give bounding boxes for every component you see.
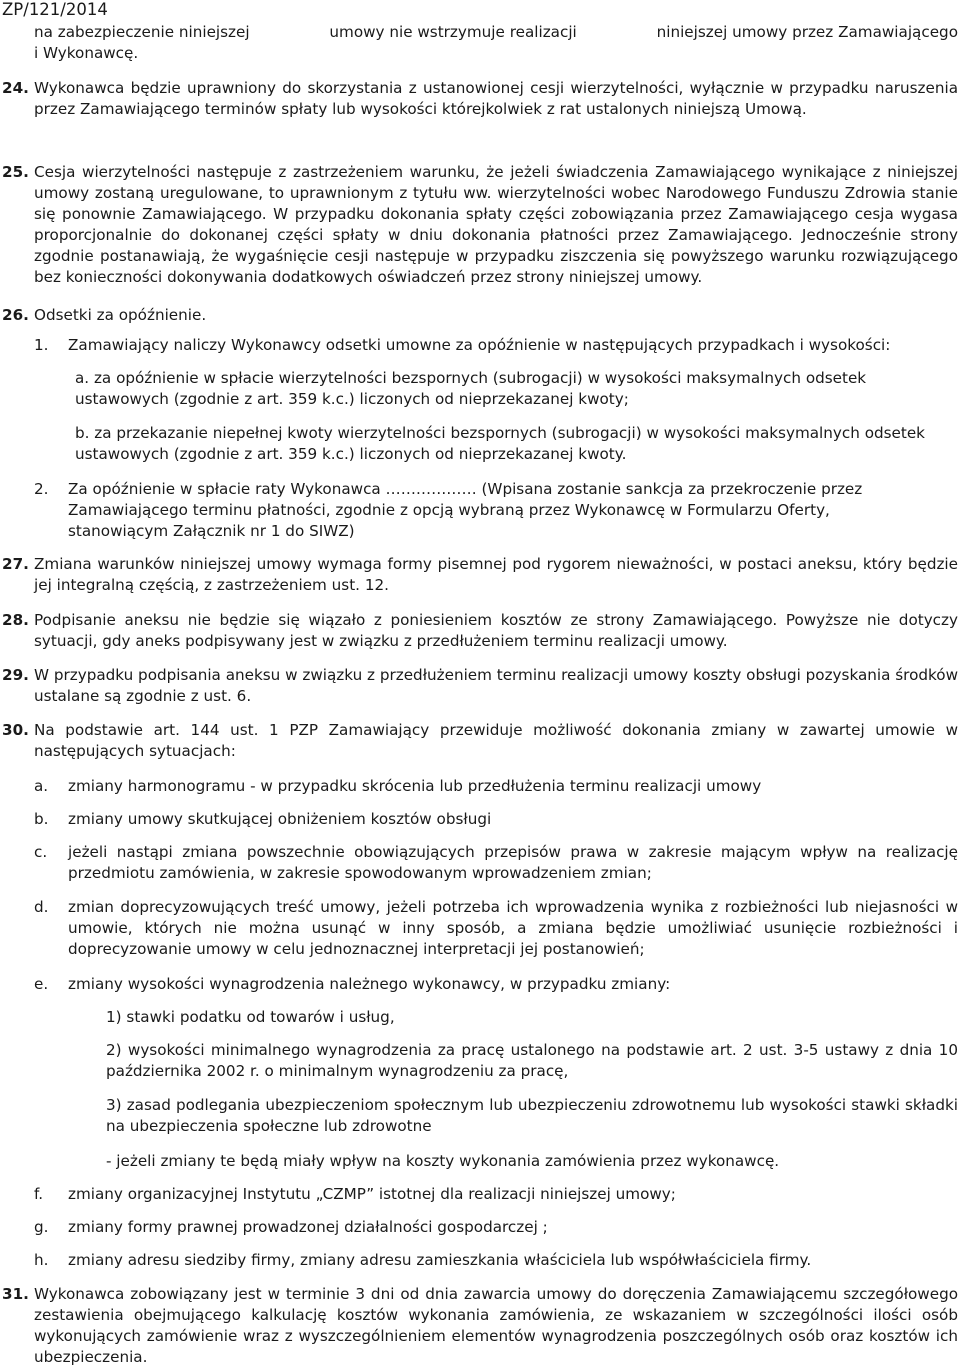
document-id: ZP/121/2014 bbox=[2, 0, 108, 19]
letter-item-text: zmiany organizacyjnej Instytutu „CZMP” istotnej dla realizacji niniejszej umowy; bbox=[68, 1185, 676, 1203]
letter-label: a. bbox=[34, 777, 49, 795]
letter-item-text: zmian doprecyzowujących treść umowy, jeżeli potrzeba ich wprowadzenia wynika z rozbieżności lub niejasności w umowie, których nie można usunąć w inny sposób, a zmiana będzie umożliwiać usunięcie rozbieżności i doprecyzowanie umowy w celu jednoznacznej interpretacji jej postanowień; bbox=[68, 898, 958, 958]
letter-label: c. bbox=[34, 843, 48, 861]
letter-item-text: jeżeli nastąpi zmiana powszechnie obowiązujących przepisów prawa w zakresie mającym wpływ na realizację przedmiotu zamówienia, w zakresie spowodowanym wprowadzeniem zmian; bbox=[68, 843, 958, 882]
letter-item-text: zmiany formy prawnej prowadzonej działalności gospodarczej ; bbox=[68, 1218, 548, 1236]
letter-label: h. bbox=[34, 1251, 49, 1269]
sub-item-text: Zamawiający naliczy Wykonawcy odsetki umowne za opóźnienie w następujących przypadkach i wysokości: bbox=[68, 336, 891, 354]
letter-item-text: zmiany harmonogramu - w przypadku skrócenia lub przedłużenia terminu realizacji umowy bbox=[68, 777, 762, 795]
sub-item-number: 1. bbox=[34, 336, 49, 354]
item-text: Podpisanie aneksu nie będzie się wiązało z poniesieniem kosztów ze strony Zamawiającego. Powyższe nie dotyczy sytuacji, gdy aneks podpisywany jest w związku z przedłużeniem terminu realizacji umowy. bbox=[34, 611, 958, 650]
nested-sub-item: 2) wysokości minimalnego wynagrodzenia za pracę ustalonego na podstawie art. 2 ust. 3-5 ustawy z dnia 10 października 2002 r. o minimalnym wynagrodzeniu za pracę, bbox=[106, 1041, 958, 1080]
sub-item-text: Za opóźnienie w spłacie raty Wykonawca ……………… (Wpisana zostanie sankcja za przekroczenie przez Zamawiającego terminu płatności, zgodnie z opcją wybraną przez Wykonawcę w Formularzu Oferty, stanowiącym Załącznik nr 1 do SIWZ) bbox=[68, 480, 863, 540]
item-text: Wykonawca zobowiązany jest w terminie 3 dni od dnia zawarcia umowy do doręczenia Zamawiającemu szczegółowego zestawienia obejmującego kalkulację kosztów wykonania zamówienia, ze wskazaniem w szczególności ilości osób wykonujących zamówienie wraz z wyszczególnieniem elementów wynagrodzenia poszczególnych osób oraz kosztów ich ubezpieczenia. bbox=[34, 1285, 958, 1366]
item-number: 29. bbox=[2, 666, 29, 684]
item-text: Odsetki za opóźnienie. bbox=[34, 306, 207, 324]
item-number: 31. bbox=[2, 1285, 29, 1303]
letter-item: a. za opóźnienie w spłacie wierzytelności bezspornych (subrogacji) w wysokości maksymalnych odsetek ustawowych (zgodnie z art. 359 k.c.) liczonych od nieprzekazanej kwoty; bbox=[75, 369, 867, 408]
carry-over-fragment: niniejszej umowy przez Zamawiającego bbox=[656, 23, 958, 41]
letter-item-text: zmiany adresu siedziby firmy, zmiany adresu zamieszkania właściciela lub współwłaściciela firmy. bbox=[68, 1251, 812, 1269]
carry-over-fragment: umowy nie wstrzymuje realizacji bbox=[329, 23, 577, 41]
letter-label: f. bbox=[34, 1185, 44, 1203]
item-number: 28. bbox=[2, 611, 29, 629]
letter-item-text: zmiany umowy skutkującej obniżeniem kosztów obsługi bbox=[68, 810, 492, 828]
letter-item-text: zmiany wysokości wynagrodzenia należnego wykonawcy, w przypadku zmiany: bbox=[68, 975, 671, 993]
letter-item: b. za przekazanie niepełnej kwoty wierzytelności bezspornych (subrogacji) w wysokości maksymalnych odsetek ustawowych (zgodnie z art. 359 k.c.) liczonych od nieprzekazanej kwoty. bbox=[75, 424, 925, 463]
item-text: W przypadku podpisania aneksu w związku z przedłużeniem terminu realizacji umowy koszty obsługi pozyskania środków ustalane są zgodnie z ust. 6. bbox=[34, 666, 958, 705]
item-text: Zmiana warunków niniejszej umowy wymaga formy pisemnej pod rygorem nieważności, w postaci aneksu, który będzie jej integralną częścią, z zastrzeżeniem ust. 12. bbox=[34, 555, 958, 594]
letter-label: b. bbox=[34, 810, 49, 828]
carry-over-fragment: i Wykonawcę. bbox=[34, 44, 139, 62]
carry-over-paragraph bbox=[34, 22, 958, 64]
item-text: Wykonawca będzie uprawniony do skorzystania z ustanowionej cesji wierzytelności, wyłącznie w przypadku naruszenia przez Zamawiającego terminów spłaty lub wysokości którejkolwiek z rat ustalonych niniejszą Umową. bbox=[34, 79, 958, 118]
letter-label: e. bbox=[34, 975, 49, 993]
carry-over-fragment: na zabezpieczenie niniejszej bbox=[34, 23, 250, 41]
item-number: 25. bbox=[2, 163, 29, 181]
sub-item-number: 2. bbox=[34, 480, 49, 498]
nested-sub-item: 3) zasad podlegania ubezpieczeniom społecznym lub ubezpieczeniu zdrowotnemu lub wysokości stawki składki na ubezpieczenia społeczne lub zdrowotne bbox=[106, 1096, 958, 1135]
item-number: 27. bbox=[2, 555, 29, 573]
item-text: Cesja wierzytelności następuje z zastrzeżeniem warunku, że jeżeli świadczenia Zamawiającego wynikające z niniejszej umowy zostaną uregulowane, to uprawnionym z tytułu ww. wierzytelności wobec Narodowego Funduszu Zdrowia stanie się ponownie Zamawiającego. W przypadku dokonania spłaty części zobowiązania przez Zamawiającego cesja wygasa proporcjonalnie do dokonanej części spłaty w dniu dokonania płatności przez Zamawiającego. Jednocześnie strony zgodnie postanawiają, że wygaśnięcie cesji następuje w przypadku ziszczenia się powyższego warunku rozwiązującego bez konieczności dokonywania dodatkowych oświadczeń przez strony niniejszej umowy. bbox=[34, 163, 958, 286]
item-number: 24. bbox=[2, 79, 29, 97]
letter-label: g. bbox=[34, 1218, 49, 1236]
item-text: Na podstawie art. 144 ust. 1 PZP Zamawiający przewiduje możliwość dokonania zmiany w zawartej umowie w następujących sytuacjach: bbox=[34, 721, 958, 760]
nested-sub-item: 1) stawki podatku od towarów i usług, bbox=[106, 1008, 395, 1026]
nested-sub-item: - jeżeli zmiany te będą miały wpływ na koszty wykonania zamówienia przez wykonawcę. bbox=[106, 1152, 780, 1170]
letter-label: d. bbox=[34, 898, 49, 916]
item-number: 30. bbox=[2, 721, 29, 739]
item-number: 26. bbox=[2, 306, 29, 324]
